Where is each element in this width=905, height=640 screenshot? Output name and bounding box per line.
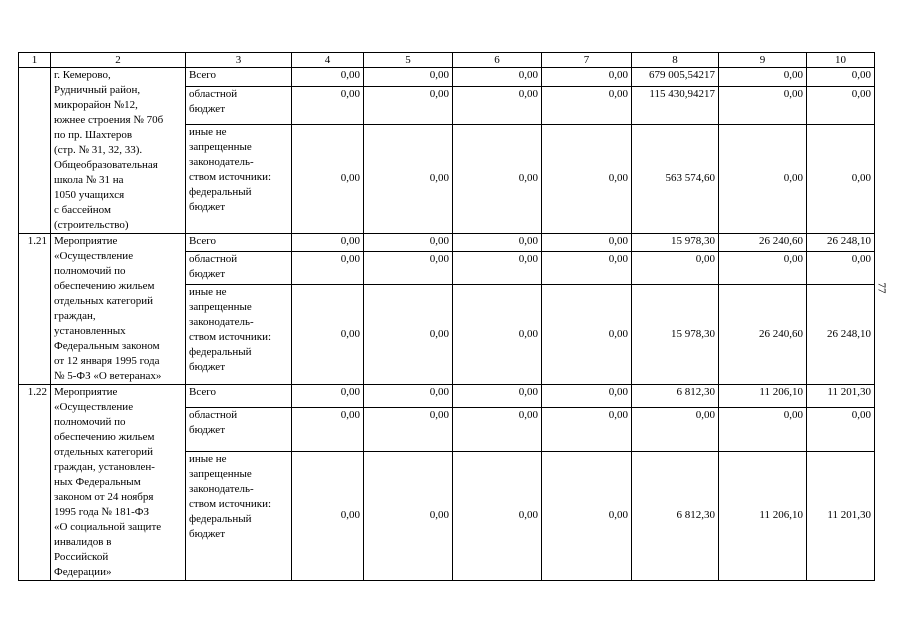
value-cell: 0,00	[453, 385, 542, 408]
value-cell: 0,00	[364, 68, 453, 87]
value-cell: 6 812,30	[632, 385, 719, 408]
item-name-line: Рудничный район,	[54, 84, 141, 96]
funding-source-line: федеральный	[189, 512, 252, 525]
item-name-line: установленных	[54, 325, 126, 337]
item-name-line: отдельных категорий	[54, 295, 154, 307]
value-cell: 0,00	[632, 407, 719, 451]
value-cell: 0,00	[292, 251, 364, 285]
value-cell: 0,00	[719, 251, 807, 285]
value-cell: 0,00	[542, 451, 632, 580]
value-cell: 0,00	[807, 87, 875, 124]
col-header: 3	[186, 53, 292, 68]
item-name-line: законом от 24 ноября	[54, 491, 154, 503]
funding-source-cell	[186, 87, 292, 124]
value-cell: 0,00	[542, 251, 632, 285]
value-cell: 0,00	[807, 124, 875, 233]
funding-source-cell	[186, 68, 292, 87]
value-cell: 0,00	[453, 285, 542, 385]
item-name-line: «Осуществление	[54, 401, 134, 413]
funding-source-line: бюджет	[189, 200, 225, 213]
item-name-line: граждан, установлен-	[54, 461, 155, 473]
value-cell: 0,00	[807, 68, 875, 87]
funding-source-cell	[186, 251, 292, 285]
value-cell: 6 812,30	[632, 451, 719, 580]
item-name-line: с бассейном	[54, 204, 111, 216]
item-number-cell: 1.22	[19, 385, 51, 581]
col-header: 7	[542, 53, 632, 68]
value-cell: 0,00	[453, 251, 542, 285]
item-name-line: Федеральным законом	[54, 340, 160, 352]
value-cell: 563 574,60	[632, 124, 719, 233]
value-cell: 0,00	[453, 407, 542, 451]
col-header: 8	[632, 53, 719, 68]
value-cell: 0,00	[292, 285, 364, 385]
funding-source-line: Всего	[189, 386, 216, 398]
funding-source-line: областной	[189, 252, 238, 265]
funding-source-line: областной	[189, 408, 238, 421]
value-cell: 0,00	[719, 407, 807, 451]
value-cell: 0,00	[453, 234, 542, 252]
item-name-cell	[51, 234, 186, 385]
funding-source-line: иные не	[189, 125, 227, 138]
value-cell: 26 240,60	[719, 285, 807, 385]
value-cell: 0,00	[292, 407, 364, 451]
value-cell: 0,00	[292, 451, 364, 580]
table-row	[19, 68, 875, 87]
item-name-line: Мероприятие	[54, 235, 118, 247]
item-name-line: Мероприятие	[54, 386, 118, 398]
page-number: 77	[875, 282, 888, 294]
value-cell: 0,00	[364, 251, 453, 285]
value-cell: 0,00	[453, 87, 542, 124]
item-name-line: полномочий по	[54, 265, 126, 277]
value-cell: 0,00	[453, 451, 542, 580]
value-cell: 0,00	[542, 124, 632, 233]
col-header: 5	[364, 53, 453, 68]
value-cell: 0,00	[364, 407, 453, 451]
item-name-line: 1995 года № 181-ФЗ	[54, 506, 150, 518]
value-cell: 0,00	[807, 251, 875, 285]
value-cell: 0,00	[364, 234, 453, 252]
col-header: 2	[51, 53, 186, 68]
value-cell: 0,00	[719, 87, 807, 124]
funding-source-line: бюджет	[189, 527, 225, 540]
value-cell: 0,00	[542, 407, 632, 451]
item-name-line: микрорайон №12,	[54, 99, 138, 111]
funding-source-cell	[186, 124, 292, 233]
table-row	[19, 385, 875, 408]
item-name-line: № 5-ФЗ «О ветеранах»	[54, 370, 162, 382]
item-name-line: (строительство)	[54, 219, 129, 231]
item-name-line: обеспечению жильем	[54, 431, 155, 443]
value-cell: 0,00	[542, 87, 632, 124]
value-cell: 11 201,30	[807, 385, 875, 408]
item-number-cell	[19, 68, 51, 234]
value-cell: 0,00	[719, 68, 807, 87]
value-cell: 115 430,94217	[632, 87, 719, 124]
value-cell: 0,00	[807, 407, 875, 451]
funding-source-line: ством источники:	[189, 331, 272, 344]
funding-source-line: законодатель-	[189, 316, 254, 329]
value-cell: 0,00	[292, 385, 364, 408]
value-cell: 0,00	[453, 124, 542, 233]
value-cell: 0,00	[632, 251, 719, 285]
funding-source-line: ством источники:	[189, 170, 272, 183]
value-cell: 0,00	[453, 68, 542, 87]
item-name-cell	[51, 385, 186, 581]
value-cell: 0,00	[292, 68, 364, 87]
item-name-line: от 12 января 1995 года	[54, 355, 160, 367]
value-cell: 0,00	[292, 124, 364, 233]
value-cell: 15 978,30	[632, 285, 719, 385]
table-row	[19, 234, 875, 252]
value-cell: 0,00	[542, 68, 632, 87]
item-name-line: Общеобразовательная	[54, 159, 158, 171]
value-cell: 0,00	[542, 285, 632, 385]
item-name-line: граждан,	[54, 310, 96, 322]
item-name-line: обеспечению жильем	[54, 280, 155, 292]
funding-source-cell	[186, 385, 292, 408]
value-cell: 0,00	[364, 285, 453, 385]
funding-source-line: областной	[189, 88, 238, 101]
item-number-cell: 1.21	[19, 234, 51, 385]
value-cell: 679 005,54217	[632, 68, 719, 87]
funding-source-line: ством источники:	[189, 497, 272, 510]
item-name-line: школа № 31 на	[54, 174, 124, 186]
value-cell: 26 248,10	[807, 285, 875, 385]
col-header: 1	[19, 53, 51, 68]
value-cell: 0,00	[364, 385, 453, 408]
item-name-line: «Осуществление	[54, 250, 134, 262]
value-cell: 0,00	[292, 87, 364, 124]
col-header: 9	[719, 53, 807, 68]
value-cell: 26 240,60	[719, 234, 807, 252]
value-cell: 11 206,10	[719, 385, 807, 408]
funding-source-cell	[186, 451, 292, 580]
item-name-line: полномочий по	[54, 416, 126, 428]
value-cell: 0,00	[542, 234, 632, 252]
col-header: 4	[292, 53, 364, 68]
item-name-line: (стр. № 31, 32, 33).	[54, 144, 143, 156]
col-header: 6	[453, 53, 542, 68]
budget-table	[18, 52, 875, 581]
funding-source-line: Всего	[189, 69, 216, 81]
funding-source-line: федеральный	[189, 185, 252, 198]
funding-source-line: запрещенные	[189, 140, 252, 153]
value-cell: 0,00	[292, 234, 364, 252]
item-name-line: 1050 учащихся	[54, 189, 125, 201]
value-cell: 0,00	[719, 124, 807, 233]
funding-source-line: бюджет	[189, 103, 225, 116]
funding-source-line: бюджет	[189, 267, 225, 280]
funding-source-line: Всего	[189, 235, 216, 247]
funding-source-cell	[186, 285, 292, 385]
funding-source-cell	[186, 234, 292, 252]
item-name-line: г. Кемерово,	[54, 69, 111, 81]
item-name-line: Российской	[54, 551, 109, 563]
item-name-line: Федерации»	[54, 566, 112, 578]
item-name-line: «О социальной защите	[54, 521, 162, 533]
col-header: 10	[807, 53, 875, 68]
value-cell: 0,00	[364, 87, 453, 124]
funding-source-line: законодатель-	[189, 482, 254, 495]
value-cell: 0,00	[364, 451, 453, 580]
item-name-line: инвалидов в	[54, 536, 112, 548]
value-cell: 0,00	[364, 124, 453, 233]
value-cell: 26 248,10	[807, 234, 875, 252]
header-row	[19, 53, 875, 68]
funding-source-line: федеральный	[189, 346, 252, 359]
funding-source-line: запрещенные	[189, 301, 252, 314]
item-name-line: ных Федеральным	[54, 476, 141, 488]
item-name-cell	[51, 68, 186, 234]
funding-source-cell	[186, 407, 292, 451]
value-cell: 11 206,10	[719, 451, 807, 580]
funding-source-line: бюджет	[189, 361, 225, 374]
funding-source-line: иные не	[189, 286, 227, 299]
value-cell: 15 978,30	[632, 234, 719, 252]
funding-source-line: бюджет	[189, 423, 225, 436]
funding-source-line: законодатель-	[189, 155, 254, 168]
item-name-line: южнее строения № 70б	[54, 114, 164, 126]
funding-source-line: запрещенные	[189, 467, 252, 480]
item-name-line: по пр. Шахтеров	[54, 129, 133, 141]
funding-source-line: иные не	[189, 452, 227, 465]
value-cell: 0,00	[542, 385, 632, 408]
value-cell: 11 201,30	[807, 451, 875, 580]
item-name-line: отдельных категорий	[54, 446, 154, 458]
